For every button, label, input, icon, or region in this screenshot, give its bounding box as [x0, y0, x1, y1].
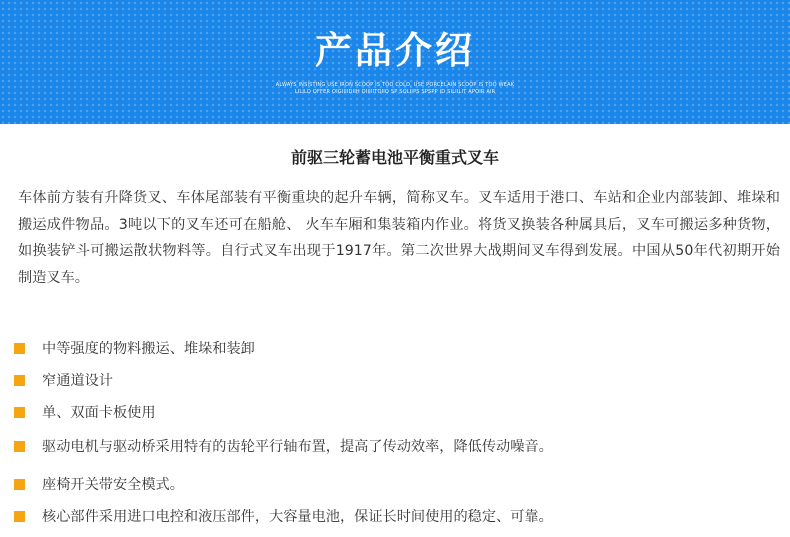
banner-title: 产品介绍: [315, 29, 475, 72]
feature-text: 窄通道设计: [42, 373, 113, 389]
banner-subtitle-line-2: LILILD OFFER OIGIIIIDIIH OIIIIITOIIO SP SOLIIPS SPSPP ID SILIILIT APOIR AIR: [294, 89, 496, 95]
feature-text: 中等强度的物料搬运、堆垛和装卸: [42, 341, 255, 357]
feature-item: [14, 504, 784, 528]
feature-item: [14, 472, 784, 496]
feature-text: 单、双面卡板使用: [42, 405, 156, 421]
bullet-square-icon: [14, 511, 25, 522]
banner-subtitle: [0, 82, 790, 96]
bullet-square-icon: [14, 375, 25, 386]
banner-subtitle-line-1: ALWAYS INSISTING USE IRON SCOOP IS TOO COLD, USE PORCELAIN SCOOP IS TOO WEAK: [275, 82, 515, 88]
feature-text: 核心部件采用进口电控和液压部件，大容量电池，保证长时间使用的稳定、可靠。: [42, 509, 553, 525]
header-banner: [0, 0, 790, 124]
feature-item: [14, 336, 784, 360]
bullet-square-icon: [14, 407, 25, 418]
feature-item: [14, 368, 784, 392]
product-description: 车体前方装有升降货叉、车体尾部装有平衡重块的起升车辆，简称叉车。叉车适用于港口、车站和企业内部装卸、堆垛和搬运成件物品。3吨以下的叉车还可在船舱、 火车车厢和集装箱内作业。将货叉换装各种属具后，叉车可搬运多种货物，如换装铲斗可搬运散状物料等。自行式叉车出现于1917年。第二次世界大战期间叉车得到发展。中国从50年代初期开始制造叉车。: [18, 190, 780, 286]
bullet-square-icon: [14, 479, 25, 490]
feature-text: 座椅开关带安全模式。: [42, 477, 184, 493]
feature-text: 驱动电机与驱动桥采用特有的齿轮平行轴布置，提高了传动效率，降低传动噪音。: [42, 439, 553, 455]
product-title: 前驱三轮蓄电池平衡重式叉车: [290, 148, 499, 167]
feature-item: [14, 400, 784, 424]
bullet-square-icon: [14, 343, 25, 354]
bullet-square-icon: [14, 441, 25, 452]
feature-item: [14, 434, 784, 458]
